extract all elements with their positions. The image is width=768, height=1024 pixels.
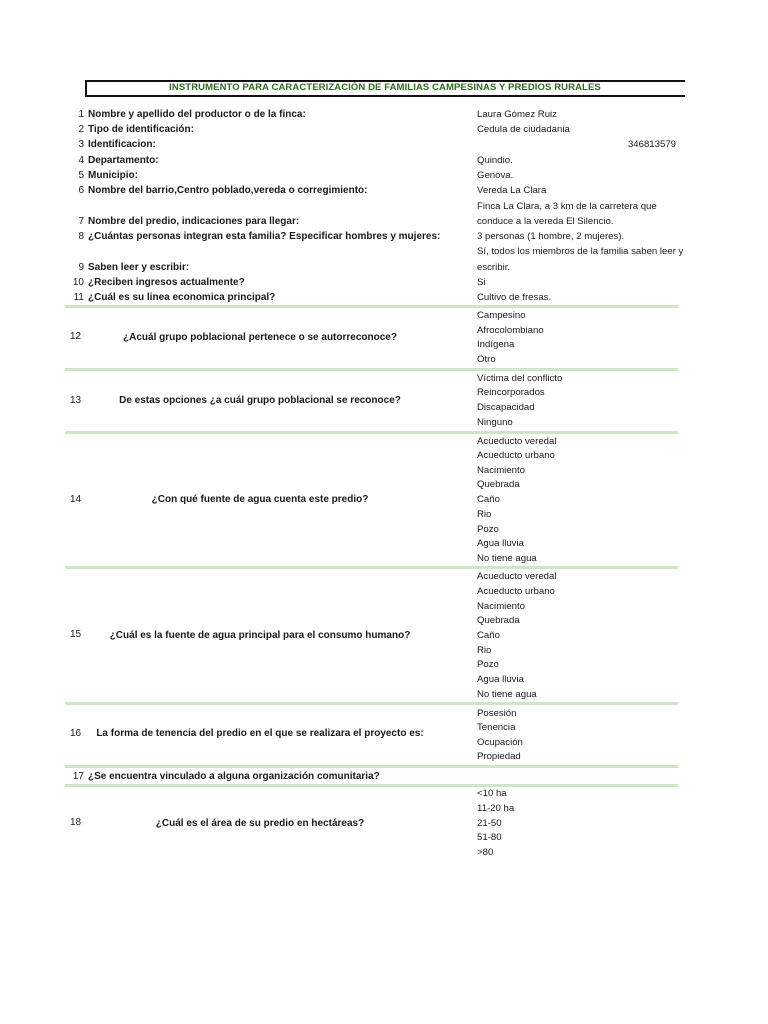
answer-value-line: escribir. (477, 262, 511, 273)
row-separator (65, 431, 678, 434)
option-item: Propiedad (477, 751, 521, 762)
option-item: Rio (477, 509, 492, 520)
answer-value: Genova. (477, 170, 514, 181)
question-label: Nombre y apellido del productor o de la finca: (88, 109, 306, 120)
answer-value: Quindio. (477, 155, 513, 166)
option-item: Acueducto urbano (477, 450, 555, 461)
row-number: 13 (70, 395, 82, 406)
row-number: 16 (70, 728, 82, 739)
answer-value-line: Sí, todos los miembros de la familia saben leer y (477, 246, 684, 257)
answer-value: Laura Gómez Ruiz (477, 109, 557, 120)
option-item: Campesino (477, 310, 526, 321)
row-number: 5 (78, 170, 84, 181)
option-item: Caño (477, 630, 500, 641)
option-item: Agua lluvia (477, 538, 524, 549)
option-item: Nacimiento (477, 465, 525, 476)
row-number: 10 (72, 277, 84, 288)
option-item: <10 ha (477, 788, 507, 799)
question-label: De estas opciones ¿a cuál grupo poblacional se reconoce? (119, 395, 401, 406)
option-item: Acueducto urbano (477, 586, 555, 597)
row-separator (65, 305, 678, 308)
question-label: La forma de tenencia del predio en el que se realizara el proyecto es: (96, 728, 424, 739)
option-item: Acueducto veredal (477, 436, 557, 447)
option-item: 11-20 ha (477, 803, 515, 814)
option-item: Nacimiento (477, 601, 525, 612)
question-label: Identificacion: (88, 139, 156, 150)
option-item: Afrocolombiano (477, 325, 544, 336)
option-item: Rio (477, 645, 492, 656)
row-number: 12 (70, 331, 82, 342)
question-label: ¿Reciben ingresos actualmente? (88, 277, 245, 288)
option-item: Discapacidad (477, 402, 535, 413)
row-separator (65, 784, 678, 787)
question-label: ¿Cuál es el área de su predio en hectáreas? (155, 818, 365, 829)
answer-value: 3 personas (1 hombre, 2 mujeres). (477, 231, 625, 242)
answer-value: Si (477, 277, 486, 288)
option-item: Posesión (477, 708, 517, 719)
option-item: Ninguno (477, 417, 513, 428)
answer-value-line: Finca La Clara, a 3 km de la carretera que (477, 201, 657, 212)
row-number: 17 (72, 771, 84, 782)
option-item: No tiene agua (477, 689, 537, 700)
row-separator (65, 702, 678, 705)
question-label: ¿Cuál es su linea economica principal? (88, 292, 276, 303)
row-number: 14 (70, 494, 82, 505)
option-item: Caño (477, 494, 500, 505)
question-label: Nombre del predio, indicaciones para llegar: (88, 216, 300, 227)
option-item: Víctima del conflicto (477, 373, 563, 384)
row-number: 6 (78, 185, 84, 196)
row-number: 15 (70, 629, 82, 640)
row-number: 9 (78, 262, 84, 273)
option-item: Tenencia (477, 722, 516, 733)
option-item: Pozo (477, 524, 499, 535)
option-item: 51-80 (477, 832, 502, 843)
row-number: 8 (78, 231, 84, 242)
row-separator (65, 368, 678, 371)
question-label: Saben leer y escribir: (88, 262, 190, 273)
row-separator (65, 765, 678, 768)
answer-value: 346813579 (627, 139, 676, 150)
question-label: Tipo de identificación: (88, 124, 194, 135)
question-label: Departamento: (88, 155, 159, 166)
row-number: 18 (70, 817, 82, 828)
option-item: Acueducto veredal (477, 571, 557, 582)
answer-value: Cultivo de fresas. (477, 292, 552, 303)
option-item: No tiene agua (477, 553, 537, 564)
answer-value: Cedula de ciudadania (477, 124, 570, 135)
option-item: Reincorporados (477, 387, 545, 398)
option-item: Quebrada (477, 479, 520, 490)
row-number: 7 (78, 216, 84, 227)
question-label: ¿Acuál grupo poblacional pertenece o se autorreconoce? (123, 332, 397, 343)
question-label: Nombre del barrio,Centro poblado,vereda o corregimiento: (88, 185, 368, 196)
option-item: Otro (477, 354, 496, 365)
row-separator (65, 566, 678, 569)
document-title: INSTRUMENTO PARA CARACTERIZACIÓN DE FAMILIAS CAMPESINAS Y PREDIOS RURALES (169, 82, 601, 93)
question-label: ¿Se encuentra vinculado a alguna organización comunitaria? (88, 771, 380, 782)
option-item: Indígena (477, 339, 515, 350)
answer-value: Vereda La Clara (477, 185, 547, 196)
row-number: 3 (78, 139, 84, 150)
option-item: 21-50 (477, 818, 502, 829)
row-number: 2 (78, 124, 84, 135)
question-label: Municipio: (88, 170, 138, 181)
option-item: Agua lluvia (477, 674, 524, 685)
option-item: Pozo (477, 659, 499, 670)
option-item: Quebrada (477, 615, 520, 626)
option-item: >80 (477, 847, 494, 858)
option-item: Ocupación (477, 737, 523, 748)
question-label: ¿Cuál es la fuente de agua principal para el consumo humano? (109, 630, 411, 641)
row-number: 11 (73, 292, 84, 303)
answer-value-line: conduce a la vereda El Silencio. (477, 216, 614, 227)
question-label: ¿Cuántas personas integran esta familia? Especificar hombres y mujeres: (88, 231, 441, 242)
row-number: 1 (78, 109, 84, 120)
question-label: ¿Con qué fuente de agua cuenta este predio? (151, 494, 369, 505)
row-number: 4 (78, 155, 84, 166)
